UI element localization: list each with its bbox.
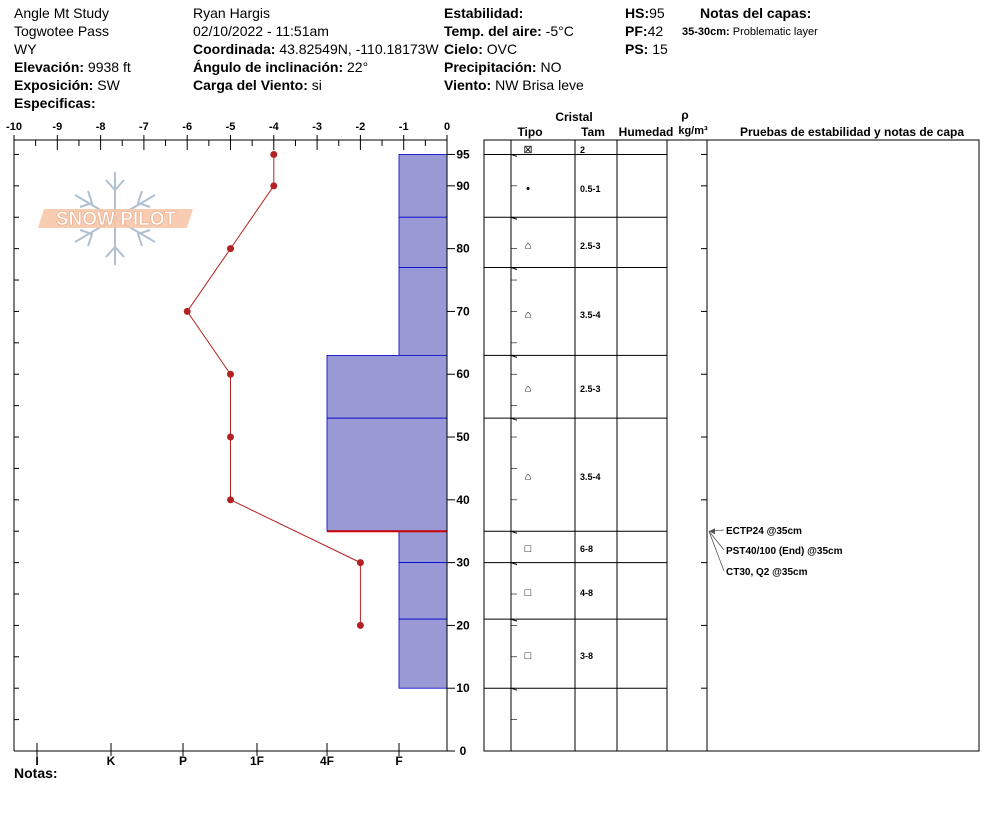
crystal-type: ⌂ <box>524 309 532 321</box>
height-tick-label: 30 <box>456 555 470 570</box>
crystal-type: ⌂ <box>524 383 532 395</box>
crystal-size: 2 <box>580 145 586 155</box>
table-frame <box>484 140 979 751</box>
wind-loading: Carga del Viento: si <box>193 77 322 93</box>
stability-test: PST40/100 (End) @35cm <box>726 546 843 557</box>
hardness-tick-label: P <box>178 754 188 768</box>
state: WY <box>14 41 37 57</box>
layer-note: 35-30cm: Problematic layer <box>682 26 818 38</box>
hardness-bar-2 <box>399 267 447 355</box>
height-tick-label: 0 <box>459 744 467 758</box>
hardness-bar-5 <box>399 531 447 562</box>
layer-table <box>484 108 979 751</box>
hardness-tick-label: 1F <box>249 754 265 768</box>
hardness-tick-label: K <box>106 754 116 768</box>
crystal-size: 2.5-3 <box>580 241 601 251</box>
height-tick-label: 70 <box>456 304 470 319</box>
test-pointer <box>709 531 724 550</box>
pf: PF:42 <box>625 23 664 39</box>
stability: Estabilidad: <box>444 5 524 21</box>
crystal-size: 2.5-3 <box>580 384 601 394</box>
slope-angle: Ángulo de inclinación: 22° <box>193 59 369 75</box>
temp-tick-label: -9 <box>52 121 63 133</box>
height-tick-label: 90 <box>456 178 470 193</box>
temp-tick-label: -1 <box>398 121 409 133</box>
site-name: Angle Mt Study <box>14 5 109 21</box>
density-header: kg/m³ <box>678 125 708 137</box>
air-temp: Temp. del aire: -5°C <box>444 23 574 39</box>
temperature-point <box>270 182 277 189</box>
snowpilot-logo <box>38 172 193 265</box>
temperature-point <box>227 434 234 441</box>
stability-test: CT30, Q2 @35cm <box>726 567 808 578</box>
hardness-bar-0 <box>399 154 447 217</box>
height-tick-label: 60 <box>456 367 470 382</box>
size-header: Tam <box>581 125 605 139</box>
temp-tick-label: 0 <box>443 121 451 133</box>
temperature-point <box>357 622 364 629</box>
location: Togwotee Pass <box>14 23 109 39</box>
tests-header: Pruebas de estabilidad y notas de capa <box>739 125 965 139</box>
crystal-type: ⊠ <box>523 144 533 156</box>
temperature-point <box>184 308 191 315</box>
hardness-bar-1 <box>399 217 447 267</box>
crystal-size: 4-8 <box>580 588 594 598</box>
aspect: Exposición: SW <box>14 77 120 93</box>
height-tick-label: 80 <box>456 241 470 256</box>
hardness-bar-7 <box>399 619 447 688</box>
rho-symbol: ρ <box>681 108 689 122</box>
temp-tick-label: -4 <box>268 121 279 133</box>
temperature-point <box>270 151 277 158</box>
crystal-type: • <box>526 183 530 195</box>
crystal-type: ⌂ <box>524 471 532 483</box>
temp-tick-label: -7 <box>139 121 149 133</box>
crystal-size: 6-8 <box>580 544 594 554</box>
hardness-tick-label: 4F <box>319 754 335 768</box>
crystal-size: 0.5-1 <box>580 184 601 194</box>
moisture-header: Humedad <box>618 125 674 139</box>
observer: Ryan Hargis <box>193 5 271 21</box>
hardness-bar-4 <box>327 418 447 531</box>
temp-tick-label: -8 <box>95 121 106 133</box>
crystal-type: □ <box>524 650 532 662</box>
test-pointer <box>709 531 724 571</box>
hardness-tick-label: I <box>35 754 39 768</box>
height-tick-label: 50 <box>456 430 470 445</box>
temp-tick-label: -10 <box>6 121 22 133</box>
height-tick-label: 20 <box>456 618 470 633</box>
wind: Viento: NW Brisa leve <box>444 77 584 93</box>
elevation: Elevación: 9938 ft <box>14 59 131 75</box>
temperature-point <box>227 371 234 378</box>
crystal-size: 3.5-4 <box>580 310 601 320</box>
specifics: Especificas: <box>14 95 96 111</box>
hardness-tick-label: F <box>395 754 403 768</box>
coordinates: Coordinada: 43.82549N, -110.18173W <box>193 41 439 57</box>
logo-text: SNOW PILOT <box>55 209 177 230</box>
datetime: 02/10/2022 - 11:51am <box>193 23 329 39</box>
precipitation: Precipitación: NO <box>444 59 562 75</box>
crystal-size: 3-8 <box>580 651 594 661</box>
temp-tick-label: -3 <box>312 121 322 133</box>
height-tick-label: 95 <box>456 147 470 162</box>
crystal-type: ⌂ <box>524 240 532 252</box>
notes-label: Notas: <box>14 765 58 781</box>
hardness-bars <box>327 154 447 688</box>
crystal-header: Cristal <box>555 110 593 124</box>
type-header: Tipo <box>517 125 543 139</box>
crystal-type: □ <box>524 543 532 555</box>
temp-tick-label: -5 <box>225 121 236 133</box>
stability-test: ECTP24 @35cm <box>726 526 802 537</box>
temperature-point <box>357 559 364 566</box>
ps: PS: 15 <box>625 41 668 57</box>
hardness-bar-3 <box>327 355 447 418</box>
crystal-type: □ <box>524 587 532 599</box>
temperature-point <box>227 496 234 503</box>
hardness-bar-6 <box>399 563 447 620</box>
temperature-point <box>227 245 234 252</box>
height-tick-label: 10 <box>456 681 470 696</box>
sky: Cielo: OVC <box>444 41 518 57</box>
temp-tick-label: -6 <box>182 121 193 133</box>
temp-tick-label: -2 <box>355 121 366 133</box>
hs: HS:95 <box>625 5 665 21</box>
height-tick-label: 40 <box>456 492 470 507</box>
layer-notes-title: Notas del capas: <box>700 5 812 21</box>
crystal-size: 3.5-4 <box>580 472 601 482</box>
